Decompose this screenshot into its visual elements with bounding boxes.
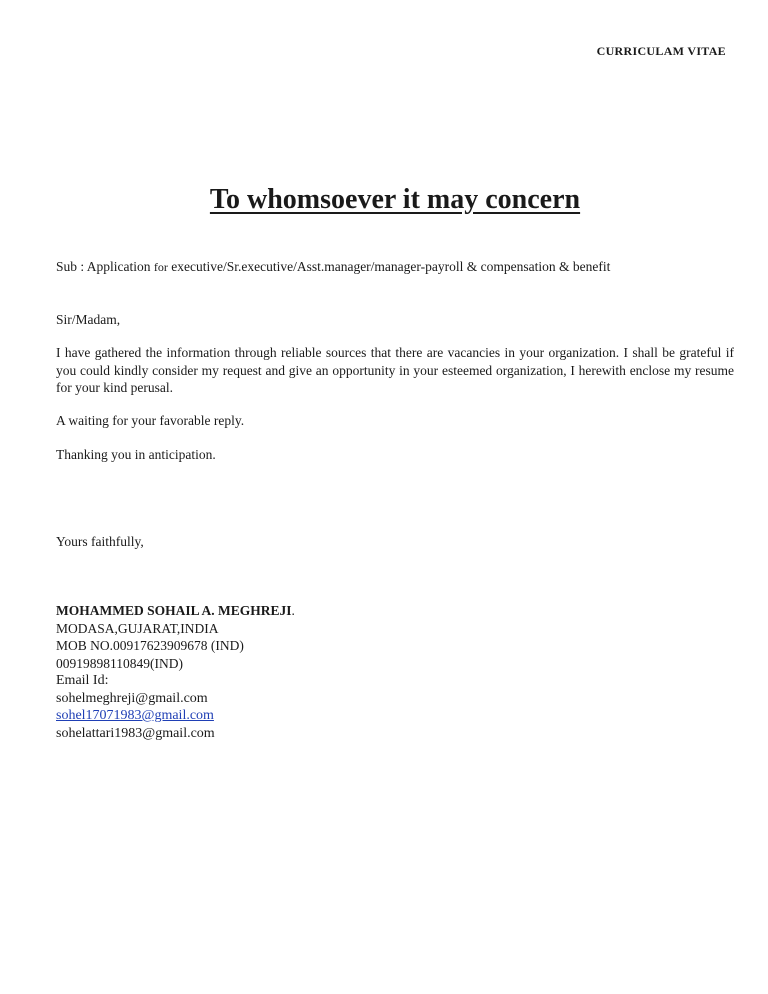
header-label: CURRICULAM VITAE [596, 44, 726, 58]
subject-line [56, 259, 746, 275]
body-paragraph: I have gathered the information through reliable sources that there are vacancies in your organization. I shall be grateful if you could kindly consider my request and give an opportunity in your esteemed organization, I herewith enclose my resume for your kind perusal. [56, 345, 734, 395]
signature-name: MOHAMMED SOHAIL A. MEGHREJI [56, 603, 292, 618]
signature-mobile-1: MOB NO.00917623909678 (IND) [56, 638, 244, 653]
signature-mobile-2: 00919898110849(IND) [56, 655, 183, 671]
email-address-3: sohelattari1983@gmail.com [56, 725, 215, 741]
subject-text: executive/Sr.executive/Asst.manager/manager-payroll & compensation & benefit [167, 259, 611, 274]
signature-name-line [56, 602, 295, 620]
page-title: To whomsoever it may concern [209, 184, 581, 215]
email-label: Email Id: [56, 673, 109, 688]
email-link-2[interactable]: sohel17071983@gmail.com [56, 708, 214, 723]
signature-address: MODASA,GUJARAT,INDIA [56, 620, 219, 636]
closing-line: Yours faithfully, [56, 534, 144, 549]
subject-prefix: Sub : Application [56, 259, 154, 274]
email-address-1: sohelmeghreji@gmail.com [56, 690, 208, 706]
signature-block [56, 602, 295, 742]
signature-name-suffix: . [291, 603, 295, 618]
salutation: Sir/Madam, [56, 312, 121, 327]
subject-for-word: for [153, 260, 168, 274]
awaiting-line: A waiting for your favorable reply. [56, 413, 245, 428]
thanking-line: Thanking you in anticipation. [56, 447, 216, 462]
